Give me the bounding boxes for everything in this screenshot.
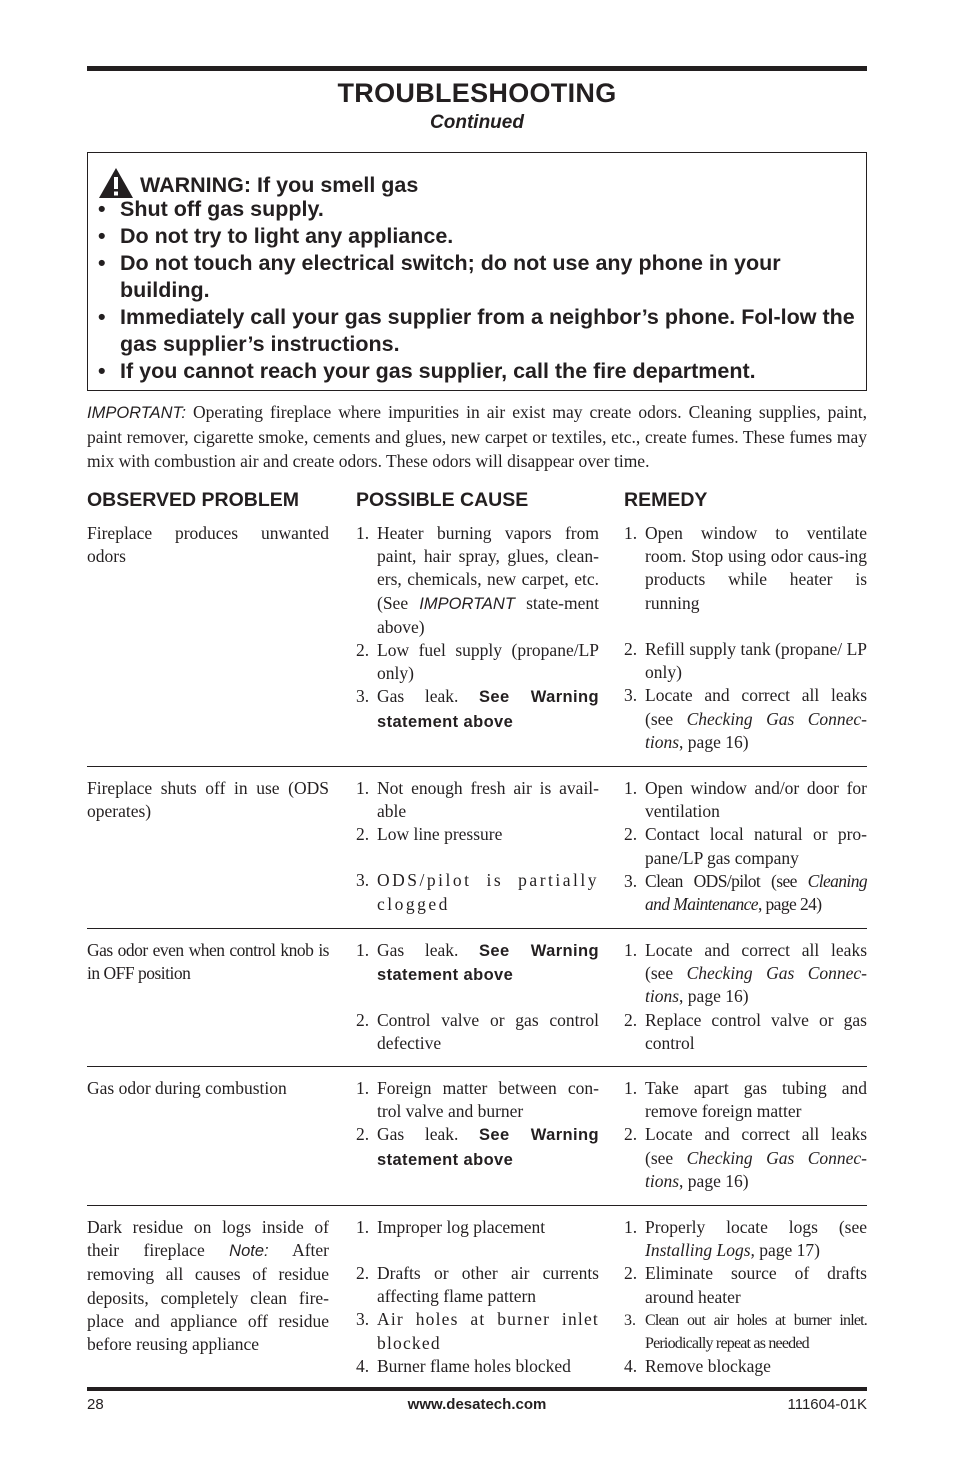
cause-item: 2. Gas leak. See Warning statement above	[356, 1124, 599, 1169]
cause-item: 1. Foreign matter between con-trol valve and burner	[356, 1078, 599, 1122]
warning-triangle-icon	[98, 167, 134, 199]
remedy-item: 4. Remove blockage	[624, 1356, 771, 1377]
warning-bullet: • Do not touch any electrical switch; do not use any phone in your building.	[98, 251, 781, 302]
remedy-item: 2. Locate and correct all leaks (see Checking Gas Connec-tions, page 16)	[624, 1124, 867, 1191]
remedy-item: 1. Open window to ventilate room. Stop using odor caus-ing products while heater is running	[624, 523, 867, 613]
header-possible-cause: POSSIBLE CAUSE	[356, 489, 529, 511]
problem-cell: Dark residue on logs inside of their fireplace Note: After removing all causes of residue deposits, completely clean fire-place and appliance off residue before reusing appliance	[87, 1217, 329, 1355]
cause-cell	[356, 522, 599, 734]
remedy-item: 2. Contact local natural or pro-pane/LP gas company	[624, 824, 867, 868]
warning-bullet: • Immediately call your gas supplier from a neighbor’s phone. Fol-low the gas supplier’s instructions.	[98, 305, 855, 356]
warning-list	[98, 196, 858, 385]
problem-cell: Gas odor during combustion	[87, 1078, 287, 1098]
cause-item: 1. Heater burning vapors from paint, hair spray, glues, clean-ers, chemicals, new carpet, etc. (See IMPORTANT state-ment above)	[356, 523, 599, 637]
row-divider	[87, 1205, 867, 1206]
warning-bullet: • Shut off gas supply.	[98, 197, 324, 221]
remedy-item: 1. Properly locate logs (see Installing Logs, page 17)	[624, 1217, 867, 1261]
remedy-item: 1. Locate and correct all leaks (see Checking Gas Connec-tions, page 16)	[624, 940, 867, 1007]
problem-cell: Fireplace shuts off in use (ODS operates)	[87, 778, 329, 822]
cause-item: 3. Air holes at burner inlet blocked	[356, 1309, 599, 1353]
remedy-cell	[624, 777, 867, 916]
page	[87, 0, 867, 1475]
remedy-cell	[624, 1077, 867, 1193]
cause-cell	[356, 939, 599, 1055]
important-note	[87, 400, 867, 473]
remedy-cell	[624, 939, 867, 1055]
remedy-item: 1. Open window and/or door for ventilation	[624, 778, 867, 822]
row-divider	[87, 928, 867, 929]
remedy-item: 1. Take apart gas tubing and remove foreign matter	[624, 1078, 867, 1122]
page-subtitle: Continued	[430, 112, 524, 133]
warning-heading-text: WARNING: If you smell gas	[140, 173, 419, 197]
cause-item: 3. ODS/pilot is partially clogged	[356, 870, 599, 914]
bottom-rule	[87, 1387, 867, 1391]
remedy-cell	[624, 522, 867, 754]
row-divider	[87, 1066, 867, 1067]
important-lead: IMPORTANT:	[87, 404, 186, 422]
header-observed-problem: OBSERVED PROBLEM	[87, 489, 300, 511]
warning-box	[87, 152, 867, 391]
remedy-item: 2. Refill supply tank (propane/ LP only)	[624, 639, 867, 683]
page-title: TROUBLESHOOTING	[337, 78, 617, 108]
top-rule	[87, 66, 867, 71]
cause-item: 2. Control valve or gas control defective	[356, 1010, 599, 1054]
cause-item: 1. Improper log placement	[356, 1217, 546, 1237]
remedy-item: 3. Locate and correct all leaks (see Checking Gas Connec-tions, page 16)	[624, 685, 867, 752]
document-number: 111604-01K	[787, 1396, 867, 1413]
cause-item: 2. Drafts or other air currents affecting flame pattern	[356, 1263, 599, 1307]
cause-item: 3. Gas leak. See Warning statement above	[356, 686, 599, 731]
header-remedy: REMEDY	[624, 489, 708, 511]
warning-heading	[98, 167, 418, 199]
remedy-item: 3. Clean out air holes at burner inlet. Periodically repeat as needed	[624, 1311, 867, 1353]
cause-item: 1. Not enough fresh air is avail-able	[356, 778, 599, 822]
important-text: Operating fireplace where impurities in air exist may create odors. Cleaning supplies, paint, paint remover, cigarette smoke, cements and glues, new carpet or textiles, etc., create fumes. These fumes may mix with combustion air and create odors. These odors will disappear over time.	[87, 402, 867, 471]
cause-item: 2. Low line pressure	[356, 824, 503, 845]
cause-cell	[356, 777, 599, 916]
problem-cell: Fireplace produces unwanted odors	[87, 523, 329, 567]
cause-item: 1. Gas leak. See Warning statement above	[356, 940, 599, 985]
row-divider	[87, 766, 867, 767]
website-link[interactable]: www.desatech.com	[407, 1396, 547, 1413]
cause-item: 2. Low fuel supply (propane/LP only)	[356, 640, 599, 684]
problem-cell: Gas odor even when control knob is in OFF position	[87, 940, 329, 984]
remedy-item: 2. Eliminate source of drafts around heater	[624, 1263, 867, 1307]
cause-cell	[356, 1216, 599, 1378]
cause-item: 4. Burner flame holes blocked	[356, 1355, 571, 1376]
warning-bullet: • If you cannot reach your gas supplier, call the fire department.	[98, 359, 756, 383]
remedy-item: 3. Clean ODS/pilot (see Cleaning and Maintenance, page 24)	[624, 870, 867, 915]
warning-bullet: • Do not try to light any appliance.	[98, 224, 454, 248]
page-number: 28	[87, 1396, 104, 1413]
remedy-cell	[624, 1216, 867, 1378]
remedy-item: 2. Replace control valve or gas control	[624, 1009, 867, 1053]
cause-cell	[356, 1077, 599, 1172]
